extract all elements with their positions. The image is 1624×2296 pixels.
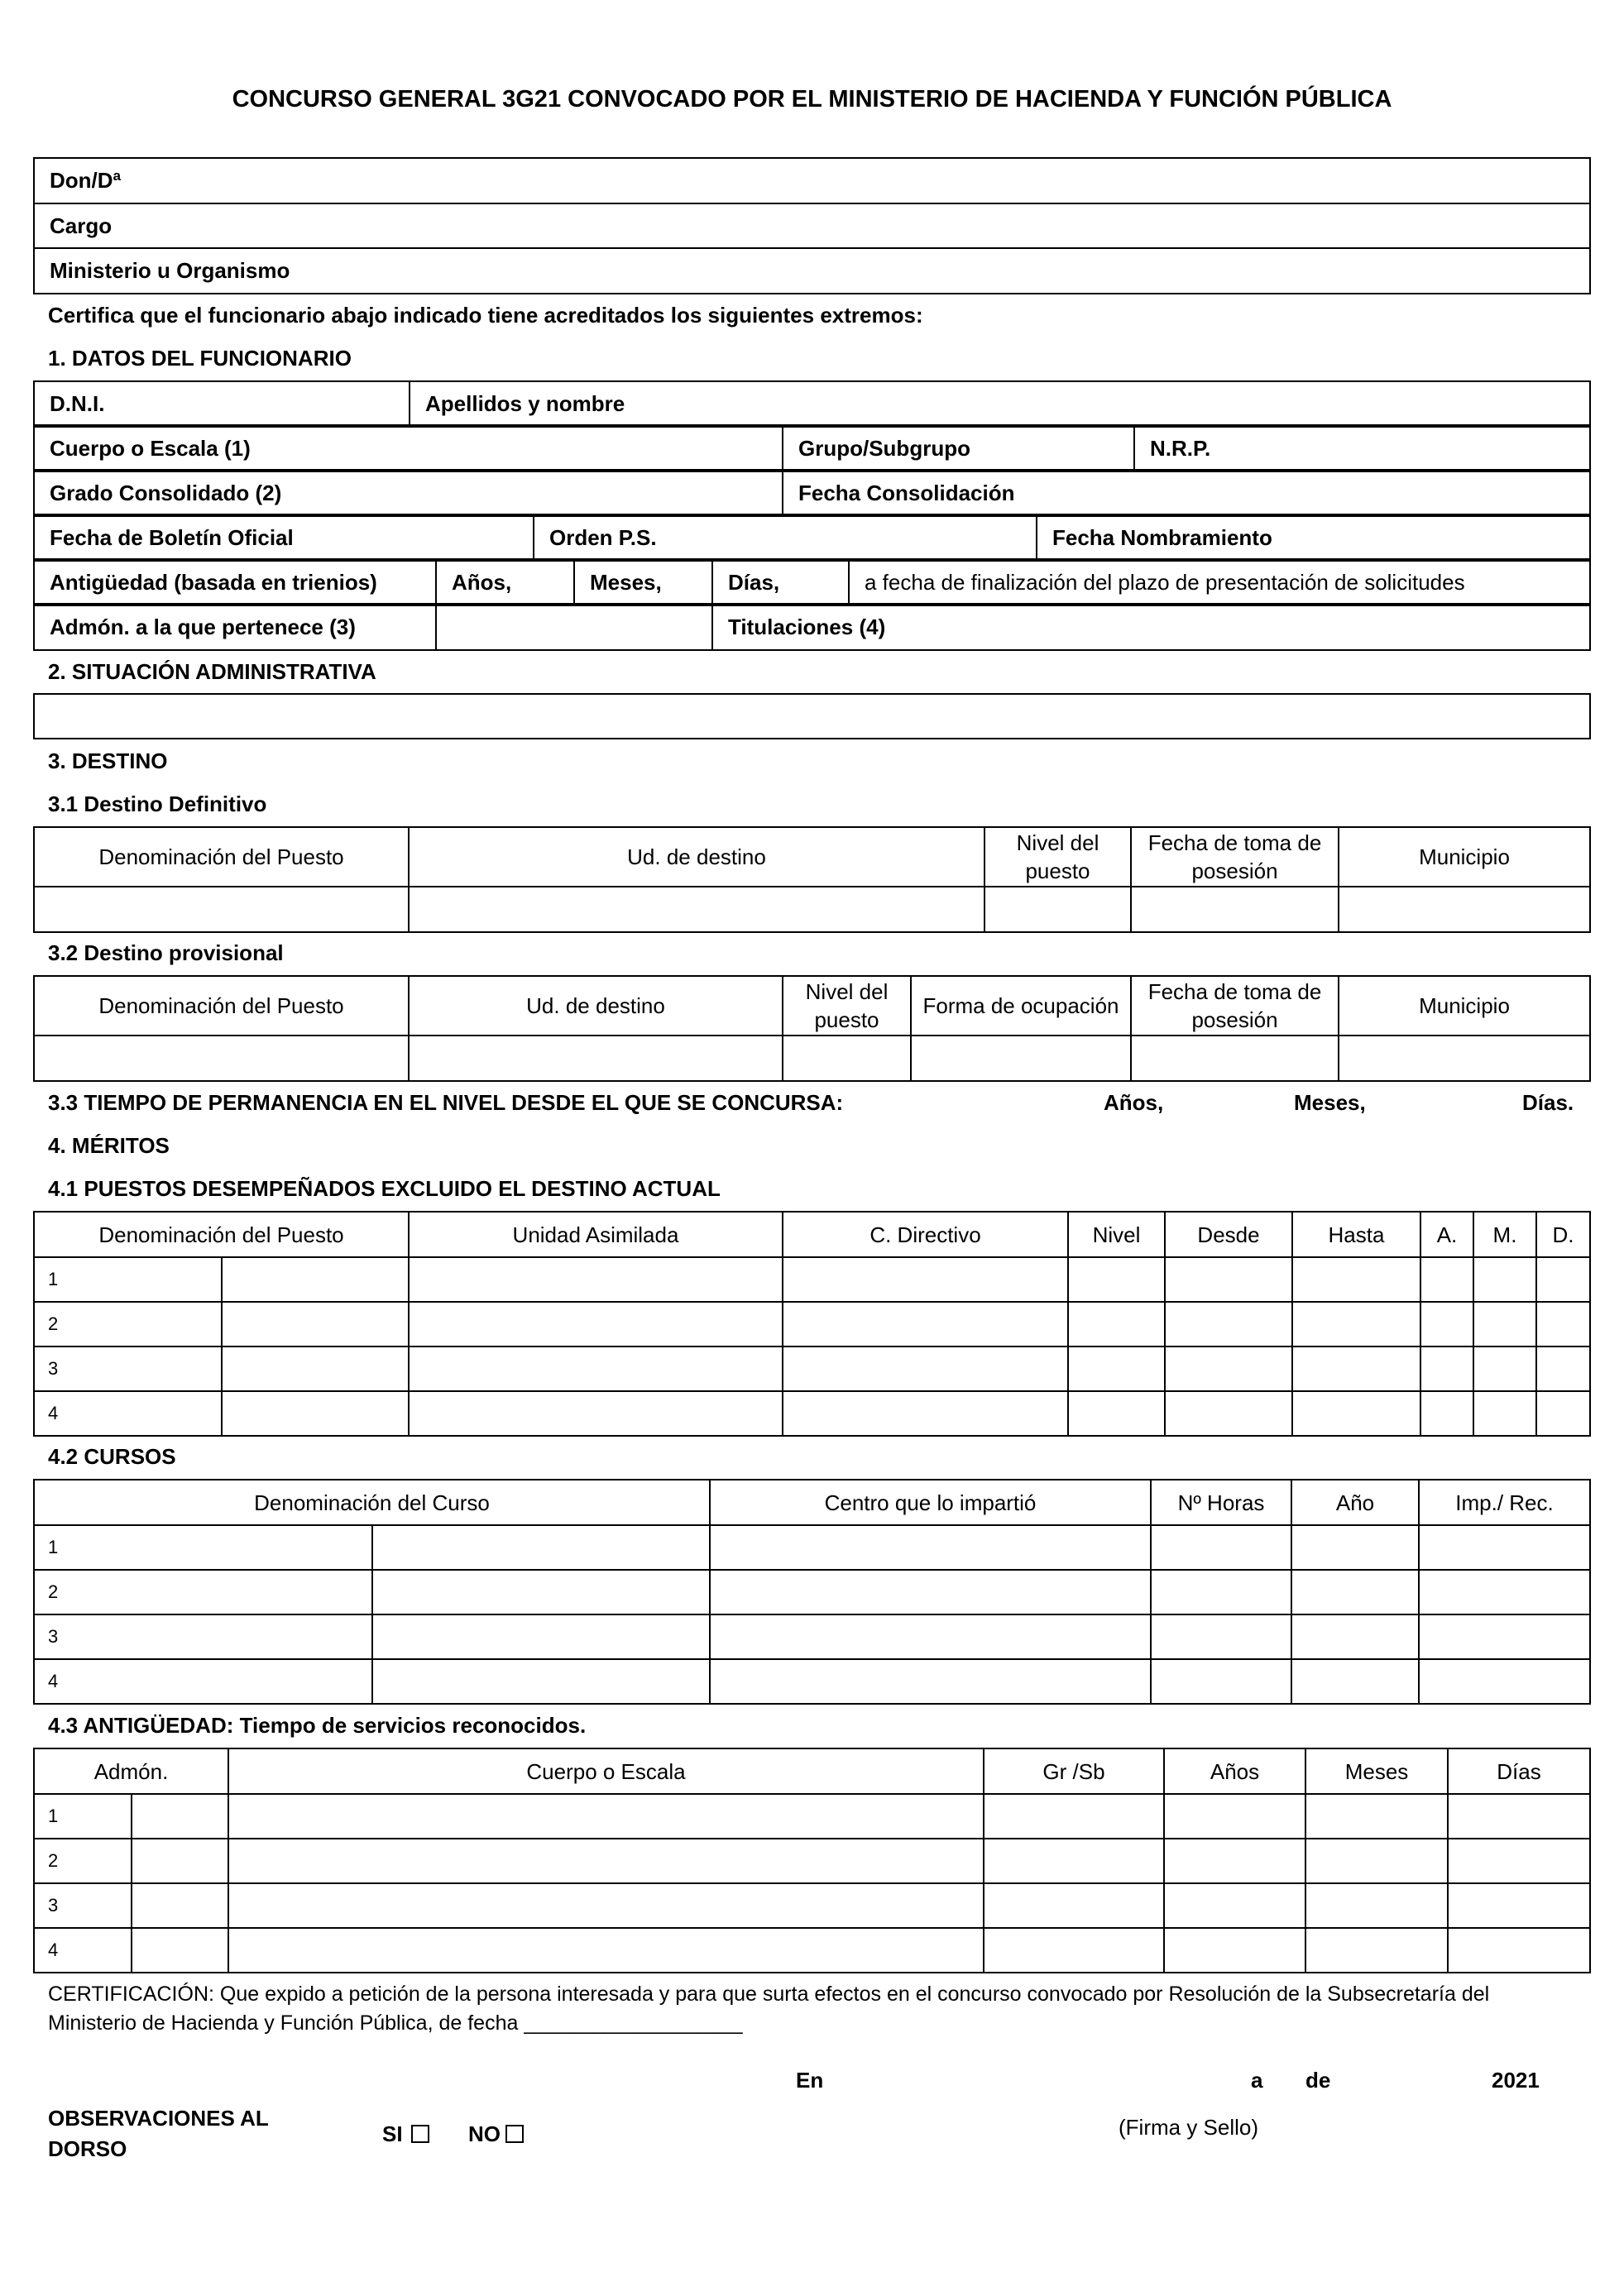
fecha-consolidacion-field[interactable]: Fecha Consolidación xyxy=(783,470,1590,516)
header-cell: Cuerpo o Escala xyxy=(228,1748,984,1794)
table-cell[interactable] xyxy=(409,1257,783,1302)
table-cell[interactable] xyxy=(132,1928,229,1973)
footer-year: 2021 xyxy=(1492,2068,1540,2093)
table-cell[interactable] xyxy=(409,887,984,932)
table-cell[interactable] xyxy=(228,1839,984,1883)
header-cell: D. xyxy=(1536,1212,1590,1257)
admon-label: Admón. a la que pertenece (3) xyxy=(34,604,436,650)
header-cell: Fecha de toma de posesión xyxy=(1131,827,1339,887)
table-cell[interactable] xyxy=(1419,1525,1590,1570)
row-number: 4 xyxy=(34,1659,372,1704)
table-cell[interactable] xyxy=(1291,1659,1419,1704)
table-cell[interactable] xyxy=(984,1839,1164,1883)
observaciones-line-2: DORSO xyxy=(48,2136,127,2161)
table-cell[interactable] xyxy=(1305,1794,1448,1839)
table-cell[interactable] xyxy=(1448,1883,1590,1928)
table-cell[interactable] xyxy=(228,1794,984,1839)
table-cell[interactable] xyxy=(1292,1391,1420,1436)
table-cell[interactable] xyxy=(222,1257,410,1302)
section-43-title xyxy=(48,1713,586,1739)
table-cell[interactable] xyxy=(1339,887,1590,932)
section-41-title: 4.1 PUESTOS DESEMPEÑADOS EXCLUIDO EL DESTINO ACTUAL xyxy=(48,1176,721,1201)
grado-field[interactable]: Grado Consolidado (2) xyxy=(34,470,783,516)
table-cell[interactable] xyxy=(222,1391,410,1436)
header-cell: Imp./ Rec. xyxy=(1419,1480,1590,1525)
row-number: 2 xyxy=(34,1839,132,1883)
orden-ps-field[interactable]: Orden P.S. xyxy=(534,514,1037,561)
table-cell[interactable] xyxy=(783,1347,1068,1391)
footer-a: a xyxy=(1251,2068,1263,2093)
table-cell[interactable] xyxy=(1151,1659,1291,1704)
table-cell[interactable] xyxy=(409,1302,783,1347)
table-cell[interactable] xyxy=(1131,1036,1339,1081)
table-cell[interactable] xyxy=(1291,1525,1419,1570)
header-cell: Ud. de destino xyxy=(409,827,984,887)
section-42-title: 4.2 CURSOS xyxy=(48,1444,176,1469)
page-title: CONCURSO GENERAL 3G21 CONVOCADO POR EL MINISTERIO DE HACIENDA Y FUNCIÓN PÚBLICA xyxy=(232,86,1392,112)
table-cell[interactable] xyxy=(984,1883,1164,1928)
no-label: NO xyxy=(468,2121,501,2146)
footer-de: de xyxy=(1305,2068,1331,2093)
row-number: 4 xyxy=(34,1391,222,1436)
section-3-title: 3. DESTINO xyxy=(48,749,168,773)
header-cell: Días xyxy=(1448,1748,1590,1794)
don-field[interactable]: Don/Dª xyxy=(34,158,1590,203)
table-cell[interactable] xyxy=(1292,1347,1420,1391)
table-cell[interactable] xyxy=(222,1302,410,1347)
observaciones-no xyxy=(468,2121,524,2147)
no-checkbox[interactable] xyxy=(505,2125,524,2143)
section-43-title-rest: Tiempo de servicios reconocidos. xyxy=(239,1713,587,1738)
row-number: 4 xyxy=(34,1928,132,1973)
row-number: 1 xyxy=(34,1525,372,1570)
section-31-title: 3.1 Destino Definitivo xyxy=(48,792,267,816)
table-cell[interactable] xyxy=(1448,1839,1590,1883)
titulaciones-field[interactable]: Titulaciones (4) xyxy=(712,604,1590,650)
header-cell: Desde xyxy=(1165,1212,1292,1257)
table-cell[interactable] xyxy=(984,1928,1164,1973)
table-cell[interactable] xyxy=(1131,887,1339,932)
table-cell[interactable] xyxy=(1292,1302,1420,1347)
table-cell[interactable] xyxy=(1165,1302,1292,1347)
table-cell[interactable] xyxy=(1536,1391,1590,1436)
table-cell[interactable] xyxy=(1473,1257,1536,1302)
row-number: 3 xyxy=(34,1614,372,1659)
header-cell: Fecha de toma de posesión xyxy=(1131,976,1339,1036)
observaciones-line-1: OBSERVACIONES AL xyxy=(48,2106,269,2131)
table-cell[interactable] xyxy=(1420,1302,1473,1347)
fecha-nombramiento-field[interactable]: Fecha Nombramiento xyxy=(1037,514,1590,561)
header-cell: Denominación del Curso xyxy=(34,1480,710,1525)
table-cell[interactable] xyxy=(984,887,1131,932)
datos-row-4 xyxy=(33,514,1591,562)
row-number: 1 xyxy=(34,1794,132,1839)
table-cell[interactable] xyxy=(34,1036,409,1081)
permanencia-dias[interactable]: Días. xyxy=(1522,1090,1574,1115)
table-cell[interactable] xyxy=(710,1570,1151,1614)
table-cell[interactable] xyxy=(911,1036,1131,1081)
table-cell[interactable] xyxy=(1448,1794,1590,1839)
permanencia-anos[interactable]: Años, xyxy=(1104,1090,1164,1115)
table-cell[interactable] xyxy=(1164,1839,1305,1883)
section-32-title: 3.2 Destino provisional xyxy=(48,940,284,965)
table-cell[interactable] xyxy=(1068,1302,1165,1347)
destino-definitivo-table xyxy=(33,826,1591,933)
section-43-title-num: 4.3 ANTIGÜEDAD: xyxy=(48,1713,234,1738)
si-checkbox[interactable] xyxy=(411,2125,429,2143)
table-cell[interactable] xyxy=(228,1928,984,1973)
destino-provisional-table xyxy=(33,975,1591,1082)
header-cell: Denominación del Puesto xyxy=(34,976,409,1036)
table-cell[interactable] xyxy=(222,1347,410,1391)
table-cell[interactable] xyxy=(710,1614,1151,1659)
certificacion-line-2: Ministerio de Hacienda y Función Pública, de fecha ___________________ xyxy=(48,2011,743,2035)
table-cell[interactable] xyxy=(1291,1614,1419,1659)
table-cell[interactable] xyxy=(1536,1257,1590,1302)
row-number: 2 xyxy=(34,1302,222,1347)
header-cell: Nº Horas xyxy=(1151,1480,1291,1525)
table-cell[interactable] xyxy=(783,1257,1068,1302)
table-cell[interactable] xyxy=(1164,1928,1305,1973)
header-cell: A. xyxy=(1420,1212,1473,1257)
table-cell[interactable] xyxy=(1068,1257,1165,1302)
table-cell[interactable] xyxy=(1448,1928,1590,1973)
table-cell[interactable] xyxy=(710,1525,1151,1570)
table-cell[interactable] xyxy=(1473,1391,1536,1436)
table-cell[interactable] xyxy=(1305,1883,1448,1928)
datos-row-2 xyxy=(33,424,1591,472)
table-cell[interactable] xyxy=(1291,1570,1419,1614)
header-cell: M. xyxy=(1473,1212,1536,1257)
firma-sello: (Firma y Sello) xyxy=(1119,2115,1259,2140)
grupo-field[interactable]: Grupo/Subgrupo xyxy=(783,425,1134,471)
table-cell[interactable] xyxy=(1419,1570,1590,1614)
puestos-table xyxy=(33,1211,1591,1437)
table-cell[interactable] xyxy=(1151,1525,1291,1570)
si-label: SI xyxy=(382,2121,403,2146)
antiguedad-dias-field[interactable]: Días, xyxy=(712,559,849,605)
antiguedad-label: Antigüedad (basada en trienios) xyxy=(34,559,436,605)
cuerpo-field[interactable]: Cuerpo o Escala (1) xyxy=(34,425,783,471)
datos-row-6 xyxy=(33,603,1591,651)
cargo-field[interactable]: Cargo xyxy=(34,203,1590,248)
section-33-title: 3.3 TIEMPO DE PERMANENCIA EN EL NIVEL DESDE EL QUE SE CONCURSA: xyxy=(48,1090,844,1115)
datos-row-5 xyxy=(33,558,1591,606)
row-number: 2 xyxy=(34,1570,372,1614)
table-cell[interactable] xyxy=(1165,1347,1292,1391)
section-2-title: 2. SITUACIÓN ADMINISTRATIVA xyxy=(48,659,376,684)
situacion-field[interactable] xyxy=(33,693,1591,739)
table-cell[interactable] xyxy=(1151,1614,1291,1659)
observaciones-si xyxy=(382,2121,429,2147)
table-cell[interactable] xyxy=(1068,1391,1165,1436)
certifica-text: Certifica que el funcionario abajo indicado tiene acreditados los siguientes extremos: xyxy=(48,303,923,328)
section-4-title: 4. MÉRITOS xyxy=(48,1133,170,1158)
table-cell[interactable] xyxy=(1420,1347,1473,1391)
table-cell[interactable] xyxy=(132,1839,229,1883)
certificacion-line-1: CERTIFICACIÓN: Que expido a petición de la persona interesada y para que surta efectos en el concurso convocado por Resolución de la Subsecretaría del xyxy=(48,1983,1490,2006)
table-cell[interactable] xyxy=(1420,1257,1473,1302)
table-cell[interactable] xyxy=(1165,1391,1292,1436)
table-cell[interactable] xyxy=(1068,1347,1165,1391)
header-cell: C. Directivo xyxy=(783,1212,1068,1257)
table-cell[interactable] xyxy=(1164,1883,1305,1928)
apellidos-field[interactable]: Apellidos y nombre xyxy=(410,381,1590,427)
header-cell: Denominación del Puesto xyxy=(34,1212,409,1257)
table-cell[interactable] xyxy=(132,1794,229,1839)
header-cell: Nivel del puesto xyxy=(984,827,1131,887)
datos-row-3 xyxy=(33,469,1591,517)
datos-row-1 xyxy=(33,380,1591,428)
table-cell[interactable] xyxy=(1305,1839,1448,1883)
cursos-table xyxy=(33,1479,1591,1705)
table-cell[interactable] xyxy=(1536,1347,1590,1391)
table-cell[interactable] xyxy=(228,1883,984,1928)
table-cell[interactable] xyxy=(1473,1347,1536,1391)
header-cell: Municipio xyxy=(1339,827,1590,887)
antiguedad-table xyxy=(33,1748,1591,1973)
header-table xyxy=(33,157,1591,294)
header-cell: Años xyxy=(1164,1748,1305,1794)
header-cell: Nivel del puesto xyxy=(783,976,911,1036)
admon-field[interactable] xyxy=(436,604,712,650)
table-cell[interactable] xyxy=(1536,1302,1590,1347)
header-cell: Centro que lo impartió xyxy=(710,1480,1151,1525)
header-cell: Denominación del Puesto xyxy=(34,827,409,887)
fecha-boletin-field[interactable]: Fecha de Boletín Oficial xyxy=(34,514,534,561)
table-cell[interactable] xyxy=(372,1659,711,1704)
a-fecha-text: a fecha de finalización del plazo de presentación de solicitudes xyxy=(849,559,1590,605)
table-cell[interactable] xyxy=(132,1883,229,1928)
dni-field[interactable]: D.N.I. xyxy=(34,381,410,427)
table-cell[interactable] xyxy=(783,1391,1068,1436)
ministerio-field[interactable]: Ministerio u Organismo xyxy=(34,248,1590,294)
table-cell[interactable] xyxy=(1305,1928,1448,1973)
header-cell: Año xyxy=(1291,1480,1419,1525)
table-cell[interactable] xyxy=(710,1659,1151,1704)
table-cell[interactable] xyxy=(372,1570,711,1614)
table-cell[interactable] xyxy=(1164,1794,1305,1839)
table-cell[interactable] xyxy=(1151,1570,1291,1614)
table-cell[interactable] xyxy=(1420,1391,1473,1436)
table-cell[interactable] xyxy=(1419,1614,1590,1659)
table-cell[interactable] xyxy=(409,1391,783,1436)
table-cell[interactable] xyxy=(372,1525,711,1570)
header-cell: Admón. xyxy=(34,1748,228,1794)
table-cell[interactable] xyxy=(34,887,409,932)
table-cell[interactable] xyxy=(1473,1302,1536,1347)
table-cell[interactable] xyxy=(984,1794,1164,1839)
header-cell: Hasta xyxy=(1292,1212,1420,1257)
row-number: 1 xyxy=(34,1257,222,1302)
antiguedad-anos-field[interactable]: Años, xyxy=(436,559,574,605)
header-cell: Unidad Asimilada xyxy=(409,1212,783,1257)
table-cell[interactable] xyxy=(1292,1257,1420,1302)
table-cell[interactable] xyxy=(409,1347,783,1391)
antiguedad-meses-field[interactable]: Meses, xyxy=(574,559,712,605)
header-cell: Nivel xyxy=(1068,1212,1165,1257)
header-cell: Meses xyxy=(1305,1748,1448,1794)
row-number: 3 xyxy=(34,1347,222,1391)
section-1-title: 1. DATOS DEL FUNCIONARIO xyxy=(48,346,352,371)
table-cell[interactable] xyxy=(1339,1036,1590,1081)
table-cell[interactable] xyxy=(409,1036,783,1081)
header-cell: Municipio xyxy=(1339,976,1590,1036)
permanencia-meses[interactable]: Meses, xyxy=(1294,1090,1366,1115)
header-cell: Ud. de destino xyxy=(409,976,783,1036)
row-number: 3 xyxy=(34,1883,132,1928)
table-cell[interactable] xyxy=(1165,1257,1292,1302)
nrp-field[interactable]: N.R.P. xyxy=(1134,425,1590,471)
table-cell[interactable] xyxy=(783,1036,911,1081)
header-cell: Gr /Sb xyxy=(984,1748,1164,1794)
table-cell[interactable] xyxy=(1419,1659,1590,1704)
header-cell: Forma de ocupación xyxy=(911,976,1131,1036)
footer-en: En xyxy=(796,2068,824,2093)
table-cell[interactable] xyxy=(372,1614,711,1659)
table-cell[interactable] xyxy=(783,1302,1068,1347)
